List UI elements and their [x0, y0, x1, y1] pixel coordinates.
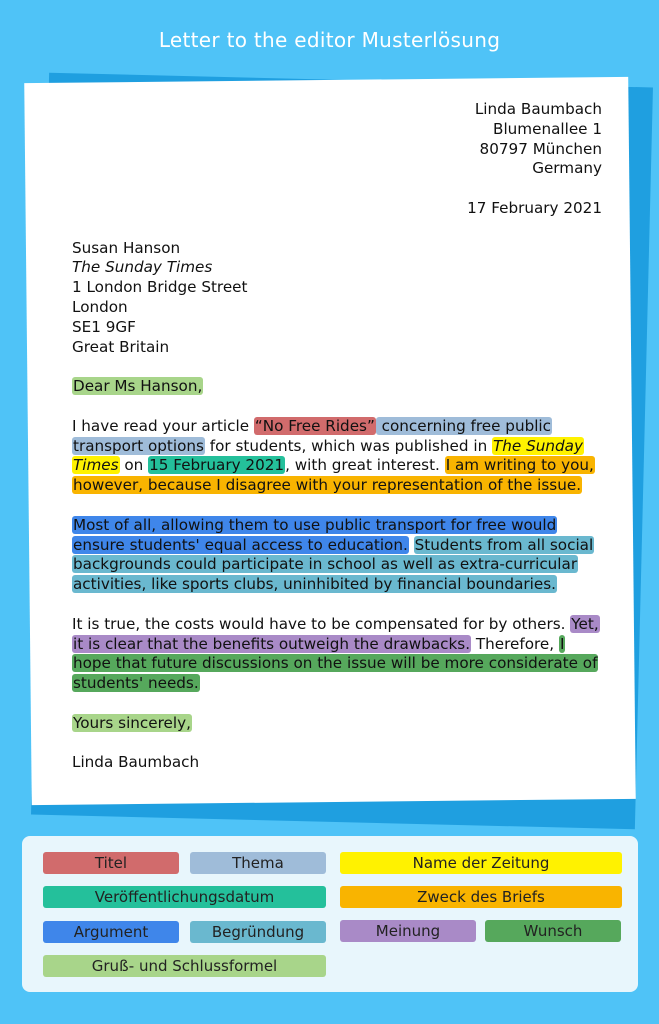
- recipient-street: 1 London Bridge Street: [72, 278, 248, 297]
- sender-address: [72, 100, 602, 219]
- text-segment: [409, 536, 414, 554]
- legend-gruss: Gruß- und Schlussformel: [43, 955, 326, 977]
- sender-street: Blumenallee 1: [493, 119, 602, 138]
- page-title: Letter to the editor Musterlösung: [158, 28, 501, 52]
- legend-datum: Veröffentlichungsdatum: [43, 886, 326, 908]
- highlight-begruendung: Students from all social backgrounds could participate in school as well as extra-curricular activities, like sports clubs, uninhibited by financial boundaries.: [73, 535, 594, 594]
- legend: [22, 836, 638, 992]
- recipient-newspaper: The Sunday Times: [72, 258, 213, 277]
- sender-city: 80797 München: [479, 139, 602, 158]
- sender-country: Germany: [532, 159, 602, 178]
- text-segment: , with great interest.: [285, 456, 445, 475]
- recipient-postcode: SE1 9GF: [72, 317, 136, 336]
- legend-thema: Thema: [190, 852, 326, 874]
- legend-wunsch: Wunsch: [485, 920, 621, 942]
- highlight-thema: concerning free public transport options: [73, 416, 552, 455]
- text-segment: on: [119, 456, 149, 475]
- highlight-zweck: I am writing to you, however, because I disagree with your representation of the issue.: [73, 456, 594, 495]
- recipient-city: London: [72, 297, 128, 316]
- highlight-argument: Most of all, allowing them to use public transport for free would ensure students' equal access to education.: [73, 515, 557, 554]
- legend-meinung: Meinung: [340, 920, 476, 942]
- paragraph-argument: [72, 516, 602, 595]
- legend-begruendung: Begründung: [190, 921, 326, 943]
- highlight-datum: 15 February 2021: [149, 456, 285, 475]
- highlight-wunsch: I hope that future discussions on the issue will be more considerate of students' needs.: [73, 634, 598, 693]
- text-segment: for students, which was published in: [204, 436, 493, 455]
- recipient-name: Susan Hanson: [72, 238, 181, 257]
- highlight-titel: “No Free Rides”: [254, 416, 375, 435]
- legend-argument: Argument: [43, 921, 179, 943]
- highlight-meinung: Yet, it is clear that the benefits outweigh the drawbacks.: [73, 614, 599, 653]
- paragraph-conclusion: [72, 615, 602, 694]
- highlight-zeitung: The Sunday Times: [73, 436, 583, 475]
- letter-content: [72, 100, 602, 773]
- text-segment: It is true, the costs would have to be compensated for by others.: [72, 614, 571, 633]
- salutation: Dear Ms Hanson,: [73, 377, 203, 396]
- recipient-address: [72, 239, 602, 358]
- legend-titel: Titel: [43, 852, 179, 874]
- signature: Linda Baumbach: [72, 753, 200, 772]
- letter-date: 17 February 2021: [467, 198, 602, 217]
- recipient-country: Great Britain: [72, 337, 170, 356]
- closing: Yours sincerely,: [73, 713, 191, 732]
- text-segment: Therefore,: [471, 634, 559, 653]
- legend-zweck: Zweck des Briefs: [340, 886, 622, 908]
- sender-name: Linda Baumbach: [474, 100, 602, 118]
- text-segment: I have read your article: [72, 416, 254, 435]
- paragraph-intro: [72, 417, 602, 496]
- legend-zeitung: Name der Zeitung: [340, 852, 622, 874]
